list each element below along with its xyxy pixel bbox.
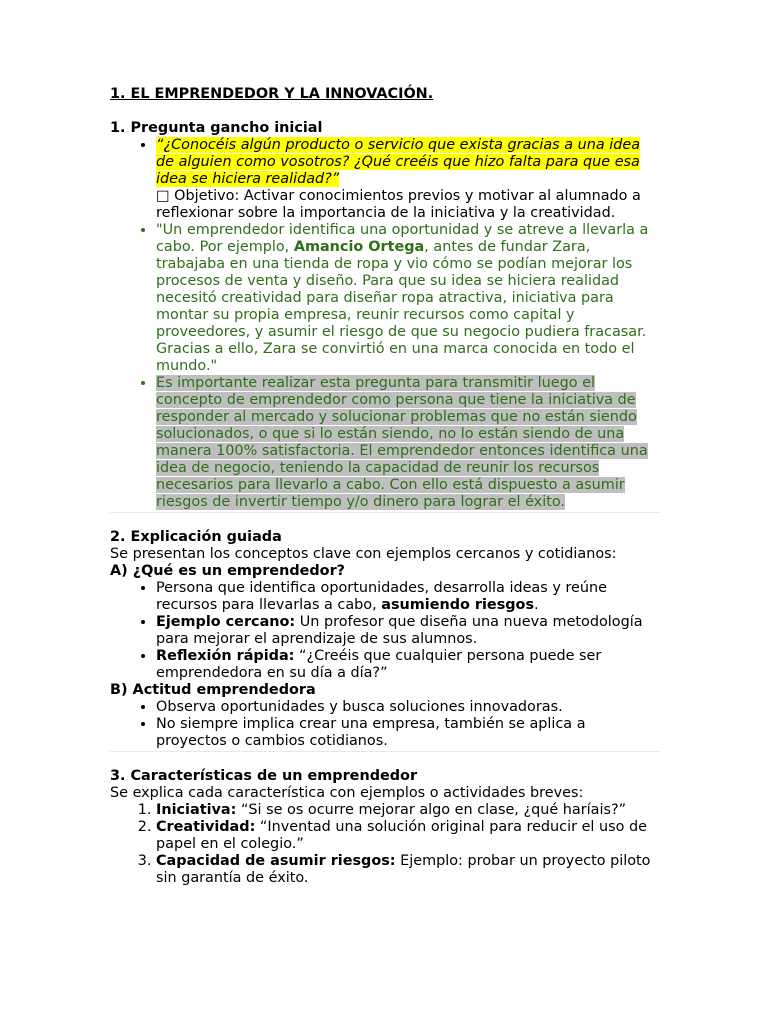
section-1-list	[110, 137, 660, 222]
subsection-b-list	[110, 699, 660, 750]
example-text-end: , antes de fundar Zara, trabajaba en una tienda de ropa y vio cómo se podían mejorar los procesos de venta y diseño. Para que su idea se hiciera realidad necesitó creatividad para diseñar ropa atractiva, iniciativa para montar su propia empresa, reunir recursos como capital y proveedores, y asumir el riesgo de que su negocio pudiera fracasar. Gracias a ello, Zara se convirtió en una marca conocida en todo el mundo."	[156, 239, 647, 374]
list-item: • Observa oportunidades y busca soluciones innovadoras.	[156, 699, 660, 716]
item-bold: Iniciativa:	[156, 802, 237, 818]
hook-question: “¿Conocéis algún producto o servicio que exista gracias a una idea de alguien como vosotros? ¿Qué creéis que hizo falta para que esa idea se hiciera realidad?”	[156, 137, 641, 187]
characteristics-list	[110, 802, 660, 887]
list-item	[156, 819, 660, 853]
item-bold: Capacidad de asumir riesgos:	[156, 853, 396, 869]
item-text: Ejemplo: probar un proyecto piloto sin garantía de éxito.	[156, 853, 651, 886]
section-2-intro: Se presentan los conceptos clave con ejemplos cercanos y cotidianos:	[110, 546, 617, 562]
section-2-heading: 2. Explicación guiada	[110, 529, 282, 545]
item-text: “¿Creéis que cualquier persona puede ser emprendedora en su día a día?”	[156, 648, 602, 681]
item-bold: Creatividad:	[156, 819, 256, 835]
section-3-heading: 3. Características de un emprendedor	[110, 768, 418, 784]
list-item	[156, 137, 660, 222]
section-3-intro: Se explica cada característica con ejemplos o actividades breves:	[110, 785, 584, 801]
example-name: Amancio Ortega	[293, 239, 425, 255]
section-1-heading: 1. Pregunta gancho inicial	[110, 120, 323, 136]
item-text: “Inventad una solución original para reducir el uso de papel en el colegio.”	[156, 819, 647, 852]
list-item	[156, 648, 660, 682]
item-text: “Si se os ocurre mejorar algo en clase, ¿qué haríais?”	[236, 802, 627, 818]
example-text-start: "Un emprendedor identifica una oportunidad y se atreve a llevarla a cabo. Por ejemplo,	[156, 222, 649, 255]
divider	[110, 751, 660, 752]
subsection-b-heading: B) Actitud emprendedora	[110, 682, 316, 698]
list-item	[156, 222, 660, 375]
list-item	[156, 802, 660, 819]
list-item	[156, 614, 660, 648]
highlighted-note: Es importante realizar esta pregunta para transmitir luego el concepto de emprendedor como persona que tiene la iniciativa de responder al mercado y solucionar problemas que no están siendo solucionados, o que si lo están siendo, no lo están siendo de una manera 100% satisfactoria. El emprendedor entonces identifica una idea de negocio, teniendo la capacidad de reunir los recursos necesarios para llevarlo a cabo. Con ello está dispuesto a asumir riesgos de invertir tiempo y/o dinero para lograr el éxito.	[156, 375, 648, 510]
objective-text: □ Objetivo: Activar conocimientos previos y motivar al alumnado a reflexionar sobre la importancia de la iniciativa y la creatividad.	[156, 188, 641, 221]
item-bold: Reflexión rápida:	[156, 648, 295, 664]
subsection-a-heading: A) ¿Qué es un emprendedor?	[110, 563, 346, 579]
list-item	[156, 375, 660, 511]
item-bold: asumiendo riesgos	[381, 597, 535, 613]
document-title: 1. EL EMPRENDEDOR Y LA INNOVACIÓN.	[110, 86, 434, 102]
list-item: • No siempre implica crear una empresa, también se aplica a proyectos o cambios cotidianos.	[156, 716, 660, 750]
list-item	[156, 580, 660, 614]
item-text: Persona que identifica oportunidades, desarrolla ideas y reúne recursos para llevarlas a cabo,	[156, 580, 607, 613]
divider	[110, 512, 660, 513]
example-list	[110, 222, 660, 511]
item-bold: Ejemplo cercano:	[156, 614, 296, 630]
document-page	[110, 86, 660, 887]
list-item	[156, 853, 660, 887]
item-text: .	[534, 597, 539, 613]
subsection-a-list	[110, 580, 660, 682]
item-text: Un profesor que diseña una nueva metodología para mejorar el aprendizaje de sus alumnos.	[156, 614, 643, 647]
